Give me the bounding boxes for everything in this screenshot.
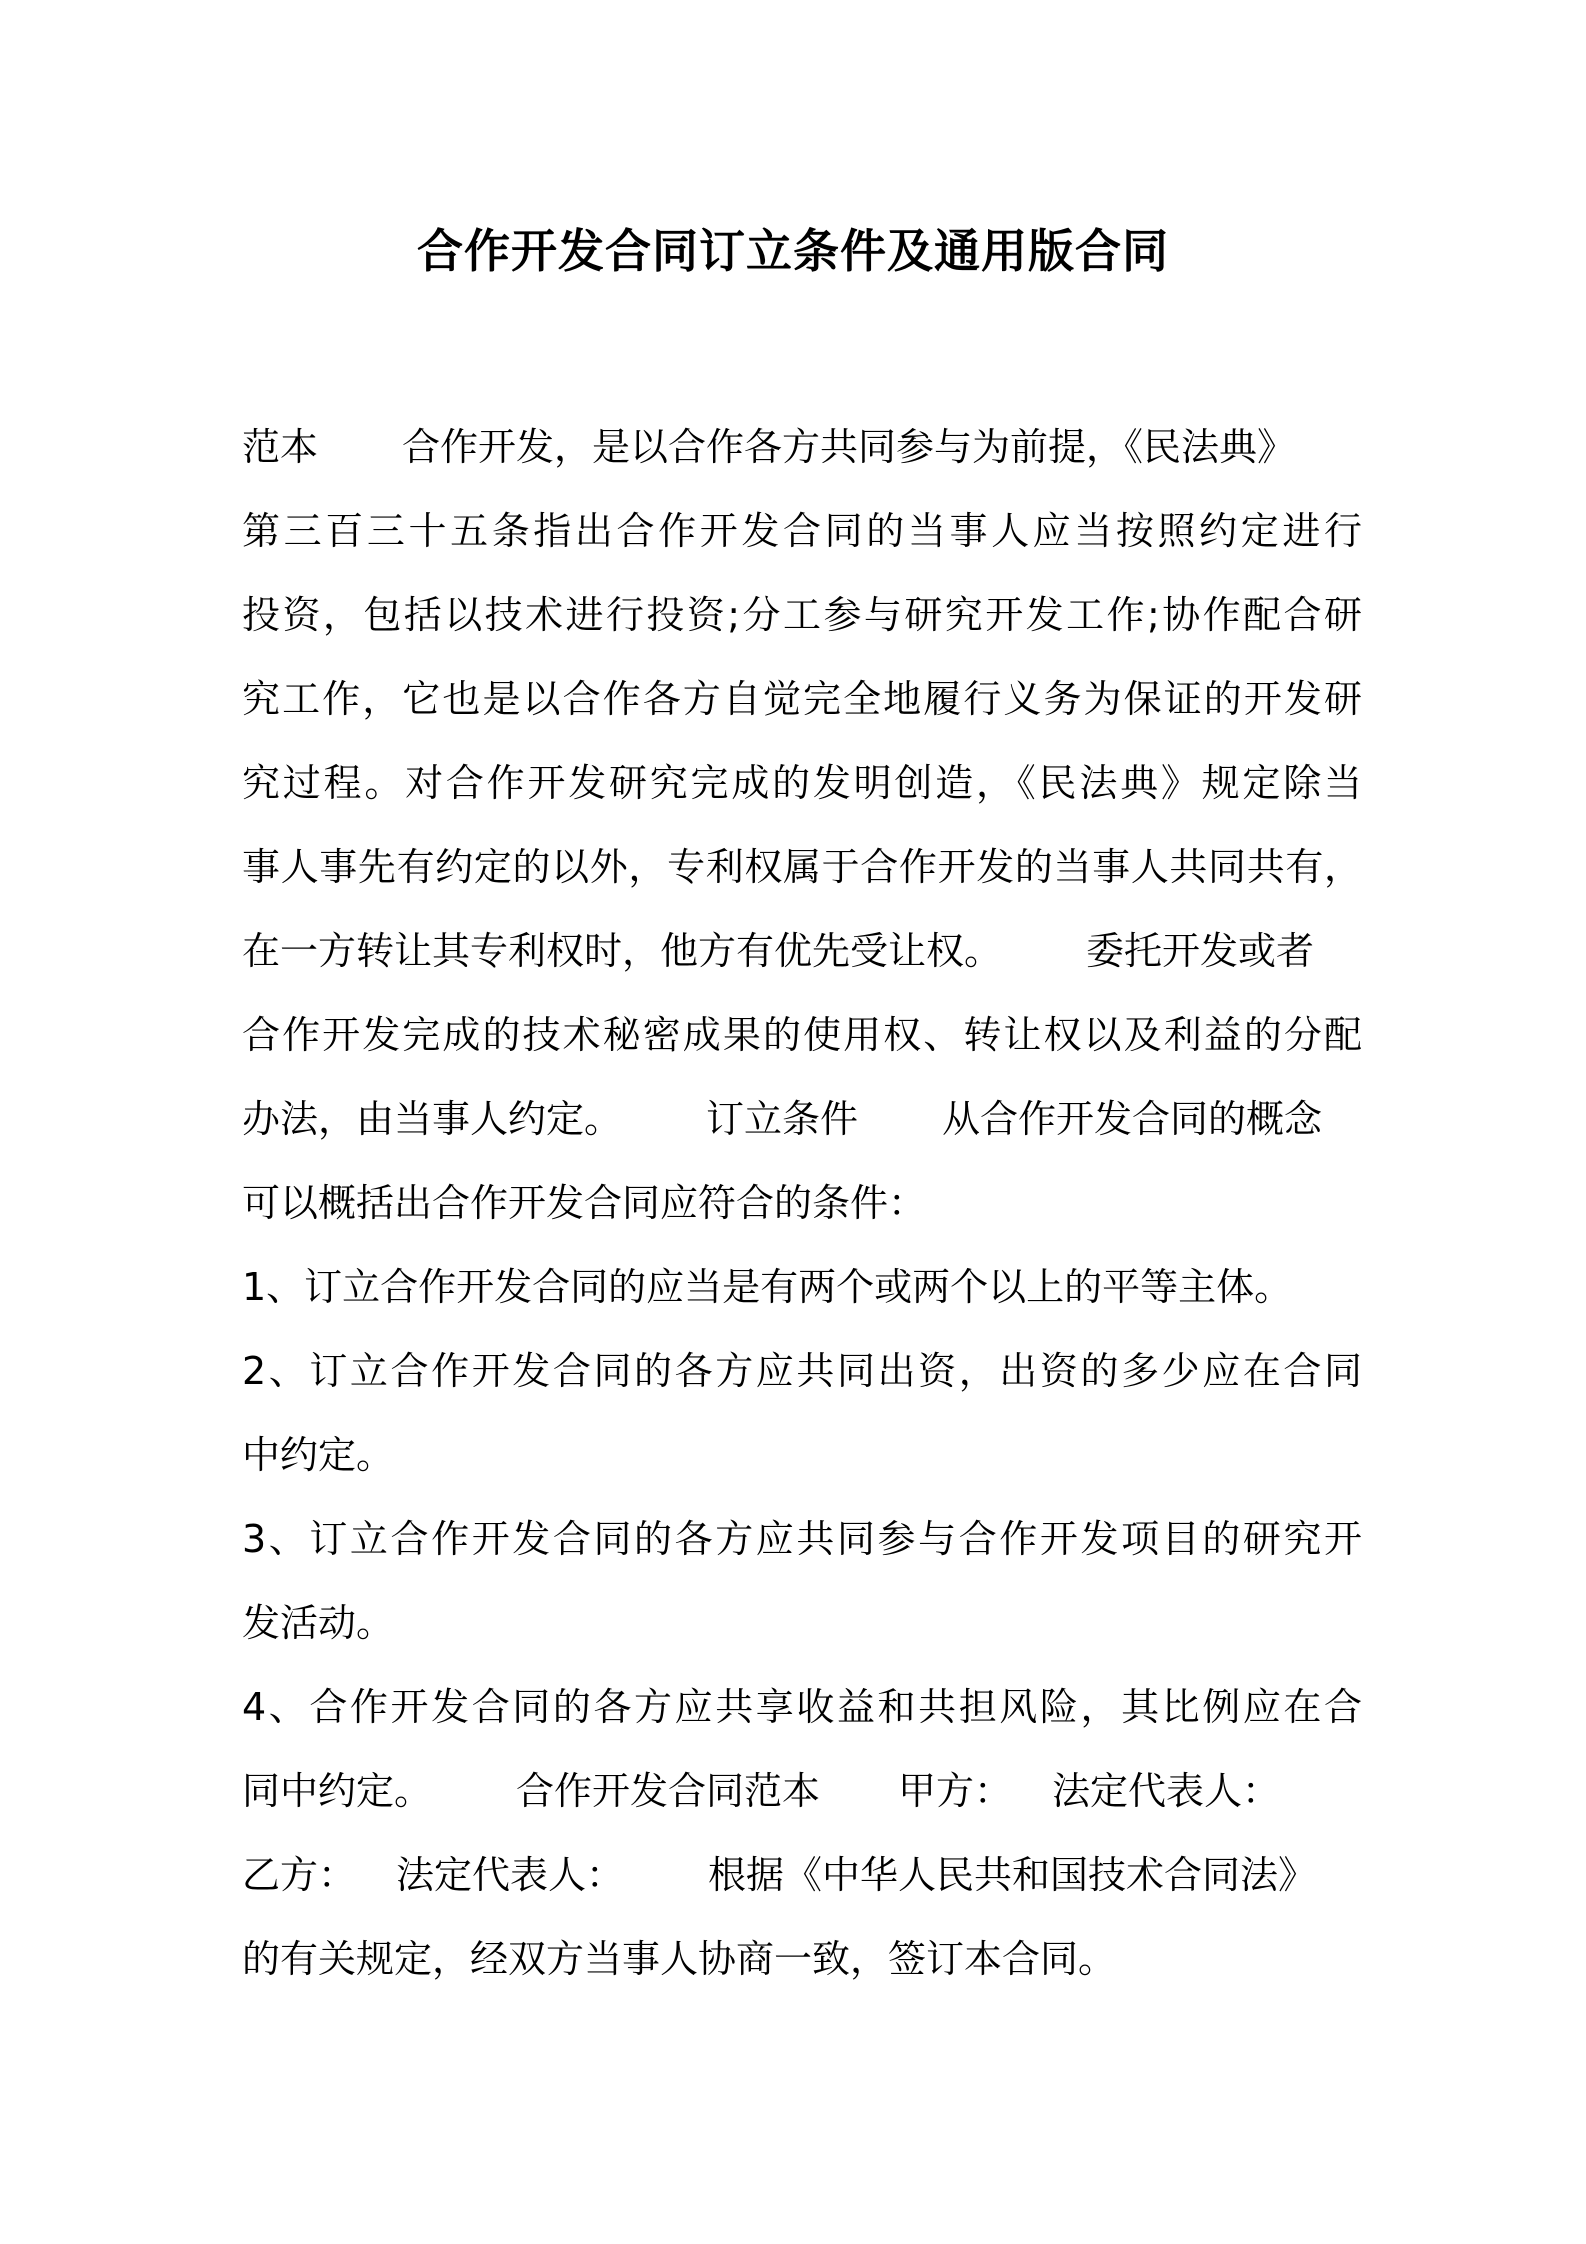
body-line [242,1077,1362,1161]
text-segment: 乙方： [242,1853,357,1897]
text-segment: 从合作开发合同的概念 [942,1097,1323,1141]
text-segment: 范本 [242,425,319,469]
body-line [242,1581,1362,1665]
text-segment: 办法，由当事人约定。 [242,1097,623,1141]
text-segment: 4、合作开发合同的各方应共享收益和共担风险，其比例应在合 [242,1685,1362,1729]
body-line [242,573,1362,657]
body-line [242,405,1362,489]
body-line [242,1665,1362,1749]
body-line [242,741,1362,825]
text-segment: 事人事先有约定的以外，专利权属于合作开发的当事人共同共有， [242,845,1362,889]
body-line [242,1245,1362,1329]
body-line [242,909,1362,993]
text-segment: 发活动。 [242,1601,395,1645]
text-segment: 合作开发完成的技术秘密成果的使用权、转让权以及利益的分配 [242,1013,1362,1057]
body-line [242,1413,1362,1497]
text-segment: 2、订立合作开发合同的各方应共同出资，出资的多少应在合同 [242,1349,1362,1393]
text-segment: 中约定。 [242,1433,395,1477]
text-segment: 在一方转让其专利权时，他方有优先受让权。 [242,929,1003,973]
body-line [242,1833,1362,1917]
body-line [242,1161,1362,1245]
text-segment: 的有关规定，经双方当事人协商一致，签订本合同。 [242,1937,1117,1981]
text-segment: 合作开发合同范本 [516,1769,821,1813]
text-segment: 投资，包括以技术进行投资;分工参与研究开发工作;协作配合研 [242,593,1362,637]
body-line [242,489,1362,573]
body-line [242,1497,1362,1581]
text-segment: 根据《中华人民共和国技术合同法》 [708,1853,1317,1897]
body-line [242,993,1362,1077]
text-segment: 究工作，它也是以合作各方自觉完全地履行义务为保证的开发研 [242,677,1362,721]
document-title: 合作开发合同订立条件及通用版合同 [417,224,1169,278]
body-line [242,1749,1362,1833]
text-segment: 第三百三十五条指出合作开发合同的当事人应当按照约定进行 [242,509,1362,553]
body-line [242,825,1362,909]
body-line [242,1329,1362,1413]
text-segment: 甲方： [898,1769,1013,1813]
text-segment: 订立条件 [706,1097,859,1141]
text-segment: 法定代表人： [396,1853,625,1897]
text-segment: 究过程。对合作开发研究完成的发明创造，《民法典》规定除当 [242,761,1362,805]
text-segment: 合作开发，是以合作各方共同参与为前提，《民法典》 [402,425,1296,469]
document-body [242,405,1362,2001]
text-segment: 3、订立合作开发合同的各方应共同参与合作开发项目的研究开 [242,1517,1362,1561]
text-segment: 法定代表人： [1052,1769,1281,1813]
text-segment: 委托开发或者 [1086,929,1315,973]
body-line [242,1917,1362,2001]
body-line [242,657,1362,741]
text-segment: 1、订立合作开发合同的应当是有两个或两个以上的平等主体。 [242,1265,1293,1309]
text-segment: 同中约定。 [242,1769,433,1813]
text-segment: 可以概括出合作开发合同应符合的条件： [242,1181,927,1225]
